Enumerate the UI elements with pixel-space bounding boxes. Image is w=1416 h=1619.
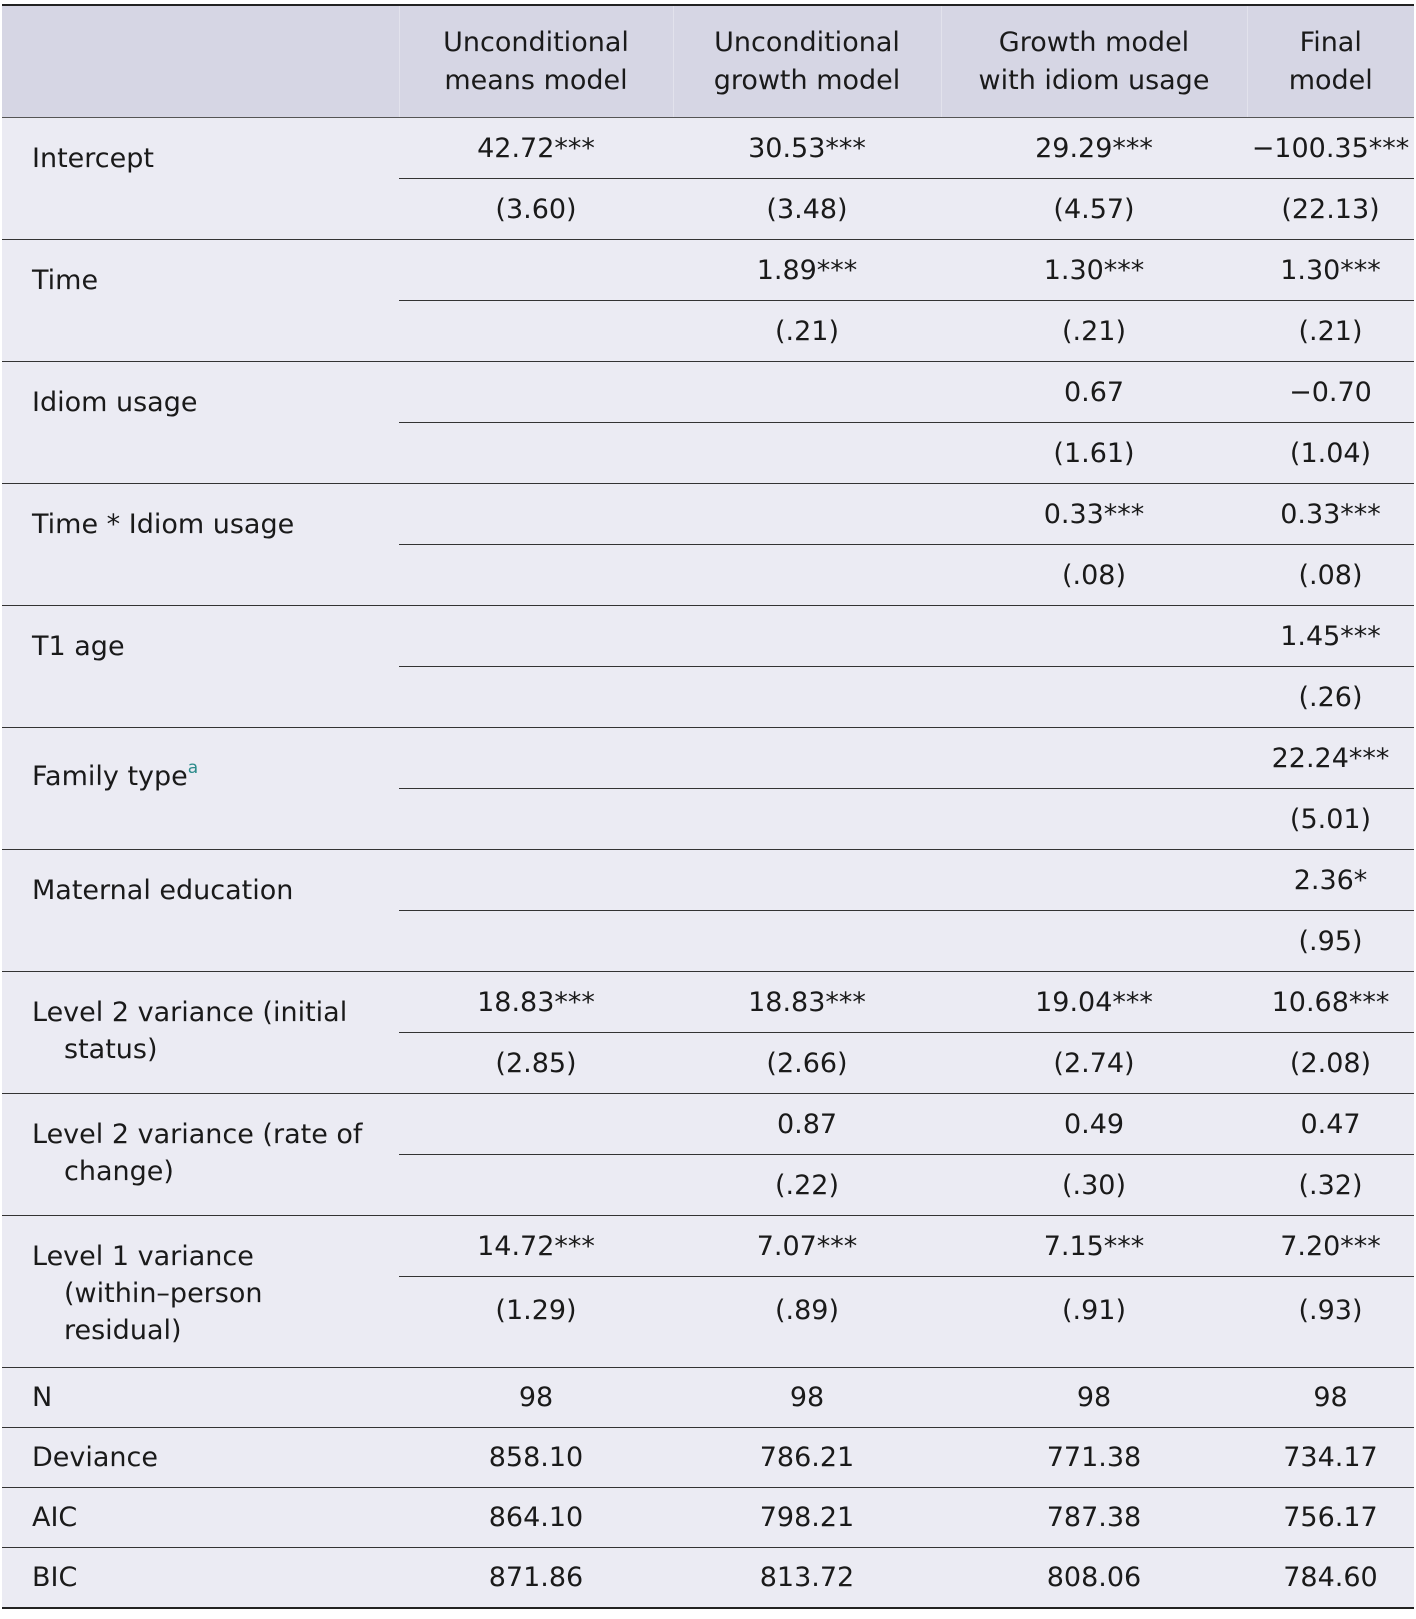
cell-se: (.08): [941, 545, 1247, 606]
row-label: Maternal education: [2, 850, 399, 972]
cell-se: (.26): [1247, 667, 1414, 728]
cell-coef: 19.04***: [941, 972, 1247, 1033]
cell-coef: [399, 606, 673, 667]
cell-coef: [941, 606, 1247, 667]
cell-value: 798.21: [673, 1488, 941, 1548]
row-label: AIC: [2, 1488, 399, 1548]
row-label-line2: (within–person: [64, 1278, 263, 1309]
cell-se: [673, 423, 941, 484]
table-row: [2, 728, 1414, 789]
table-row: [2, 1488, 1414, 1548]
table-row: [2, 240, 1414, 301]
cell-se: (.91): [941, 1277, 1247, 1368]
cell-coef: [673, 850, 941, 911]
cell-coef: 0.67: [941, 362, 1247, 423]
cell-coef: 7.07***: [673, 1216, 941, 1277]
cell-coef: 42.72***: [399, 118, 673, 179]
cell-se: (.21): [941, 301, 1247, 362]
cell-se: (.08): [1247, 545, 1414, 606]
cell-se: (22.13): [1247, 179, 1414, 240]
cell-coef: 1.30***: [941, 240, 1247, 301]
cell-coef: 1.45***: [1247, 606, 1414, 667]
cell-value: 734.17: [1247, 1428, 1414, 1488]
table-row: [2, 362, 1414, 423]
row-label: Time: [2, 240, 399, 362]
cell-se: (.89): [673, 1277, 941, 1368]
row-label-line1: Level 2 variance (initial: [32, 997, 348, 1028]
cell-se: [941, 789, 1247, 850]
cell-coef: 14.72***: [399, 1216, 673, 1277]
cell-se: [673, 789, 941, 850]
cell-value: 98: [673, 1368, 941, 1428]
table-row: [2, 1094, 1414, 1155]
cell-se: (1.61): [941, 423, 1247, 484]
cell-coef: [399, 362, 673, 423]
table-row: [2, 1368, 1414, 1428]
cell-se: (3.60): [399, 179, 673, 240]
cell-se: (.93): [1247, 1277, 1414, 1368]
row-label-line1: Level 2 variance (rate of: [32, 1119, 363, 1150]
cell-se: [673, 911, 941, 972]
row-label: Idiom usage: [2, 362, 399, 484]
cell-se: [673, 545, 941, 606]
row-label-text: Family type: [32, 761, 188, 792]
row-label-line3: residual): [64, 1315, 182, 1346]
row-label: N: [2, 1368, 399, 1428]
cell-coef: 7.15***: [941, 1216, 1247, 1277]
cell-coef: [941, 728, 1247, 789]
cell-se: (.22): [673, 1155, 941, 1216]
cell-se: (1.29): [399, 1277, 673, 1368]
cell-se: [399, 545, 673, 606]
cell-coef: [673, 362, 941, 423]
cell-coef: [399, 850, 673, 911]
row-label: [2, 1216, 399, 1368]
header-final-model: Final model: [1247, 5, 1414, 118]
table-row: [2, 1428, 1414, 1488]
table-header: [2, 5, 1414, 118]
table-row: [2, 606, 1414, 667]
cell-value: 858.10: [399, 1428, 673, 1488]
cell-value: 786.21: [673, 1428, 941, 1488]
row-label: Intercept: [2, 118, 399, 240]
header-corner: [2, 5, 399, 118]
cell-value: 756.17: [1247, 1488, 1414, 1548]
cell-se: (.21): [673, 301, 941, 362]
cell-coef: [673, 606, 941, 667]
row-label-line1: Level 1 variance: [32, 1241, 254, 1272]
cell-value: 864.10: [399, 1488, 673, 1548]
cell-coef: 29.29***: [941, 118, 1247, 179]
cell-coef: [673, 728, 941, 789]
cell-coef: [399, 240, 673, 301]
cell-coef: 0.33***: [941, 484, 1247, 545]
cell-coef: [399, 484, 673, 545]
cell-coef: −0.70: [1247, 362, 1414, 423]
cell-se: (4.57): [941, 179, 1247, 240]
header-growth-idiom: Growth model with idiom usage: [941, 5, 1247, 118]
row-label: Time * Idiom usage: [2, 484, 399, 606]
table-row: [2, 972, 1414, 1033]
footnote-marker[interactable]: a: [187, 758, 199, 778]
cell-coef: 18.83***: [673, 972, 941, 1033]
cell-coef: 2.36*: [1247, 850, 1414, 911]
cell-se: (.95): [1247, 911, 1414, 972]
cell-coef: [399, 728, 673, 789]
cell-coef: 0.47: [1247, 1094, 1414, 1155]
cell-se: (.21): [1247, 301, 1414, 362]
cell-coef: 1.30***: [1247, 240, 1414, 301]
cell-coef: 0.87: [673, 1094, 941, 1155]
table-row: [2, 1548, 1414, 1609]
table-row: [2, 1216, 1414, 1277]
cell-se: [673, 667, 941, 728]
header-unconditional-means: Unconditional means model: [399, 5, 673, 118]
cell-value: 771.38: [941, 1428, 1247, 1488]
cell-se: (2.08): [1247, 1033, 1414, 1094]
cell-se: [941, 911, 1247, 972]
cell-se: (1.04): [1247, 423, 1414, 484]
cell-coef: [673, 484, 941, 545]
results-table: [2, 4, 1414, 1609]
cell-coef: [399, 1094, 673, 1155]
cell-coef: 30.53***: [673, 118, 941, 179]
cell-coef: 10.68***: [1247, 972, 1414, 1033]
cell-value: 98: [399, 1368, 673, 1428]
cell-value: 98: [1247, 1368, 1414, 1428]
cell-se: [399, 789, 673, 850]
cell-coef: [941, 850, 1247, 911]
row-label: [2, 972, 399, 1094]
cell-coef: −100.35***: [1247, 118, 1414, 179]
cell-value: 808.06: [941, 1548, 1247, 1609]
cell-se: (2.74): [941, 1033, 1247, 1094]
cell-coef: 22.24***: [1247, 728, 1414, 789]
row-label-line2: change): [64, 1156, 174, 1187]
cell-value: 784.60: [1247, 1548, 1414, 1609]
row-label: T1 age: [2, 606, 399, 728]
cell-se: [399, 301, 673, 362]
table-row: [2, 484, 1414, 545]
cell-coef: 1.89***: [673, 240, 941, 301]
row-label: Deviance: [2, 1428, 399, 1488]
cell-value: 98: [941, 1368, 1247, 1428]
table-row: [2, 850, 1414, 911]
cell-se: (2.85): [399, 1033, 673, 1094]
cell-value: 871.86: [399, 1548, 673, 1609]
cell-value: 813.72: [673, 1548, 941, 1609]
cell-se: [399, 667, 673, 728]
cell-se: (.32): [1247, 1155, 1414, 1216]
row-label: [2, 1094, 399, 1216]
table-row: [2, 118, 1414, 179]
cell-se: (3.48): [673, 179, 941, 240]
cell-coef: 7.20***: [1247, 1216, 1414, 1277]
cell-se: [399, 911, 673, 972]
cell-se: [399, 423, 673, 484]
cell-coef: 0.33***: [1247, 484, 1414, 545]
cell-se: (5.01): [1247, 789, 1414, 850]
header-unconditional-growth: Unconditional growth model: [673, 5, 941, 118]
cell-se: (2.66): [673, 1033, 941, 1094]
row-label: BIC: [2, 1548, 399, 1609]
row-label-line2: status): [64, 1034, 158, 1065]
row-label: [2, 728, 399, 850]
cell-se: (.30): [941, 1155, 1247, 1216]
cell-coef: 0.49: [941, 1094, 1247, 1155]
cell-value: 787.38: [941, 1488, 1247, 1548]
cell-coef: 18.83***: [399, 972, 673, 1033]
cell-se: [941, 667, 1247, 728]
cell-se: [399, 1155, 673, 1216]
